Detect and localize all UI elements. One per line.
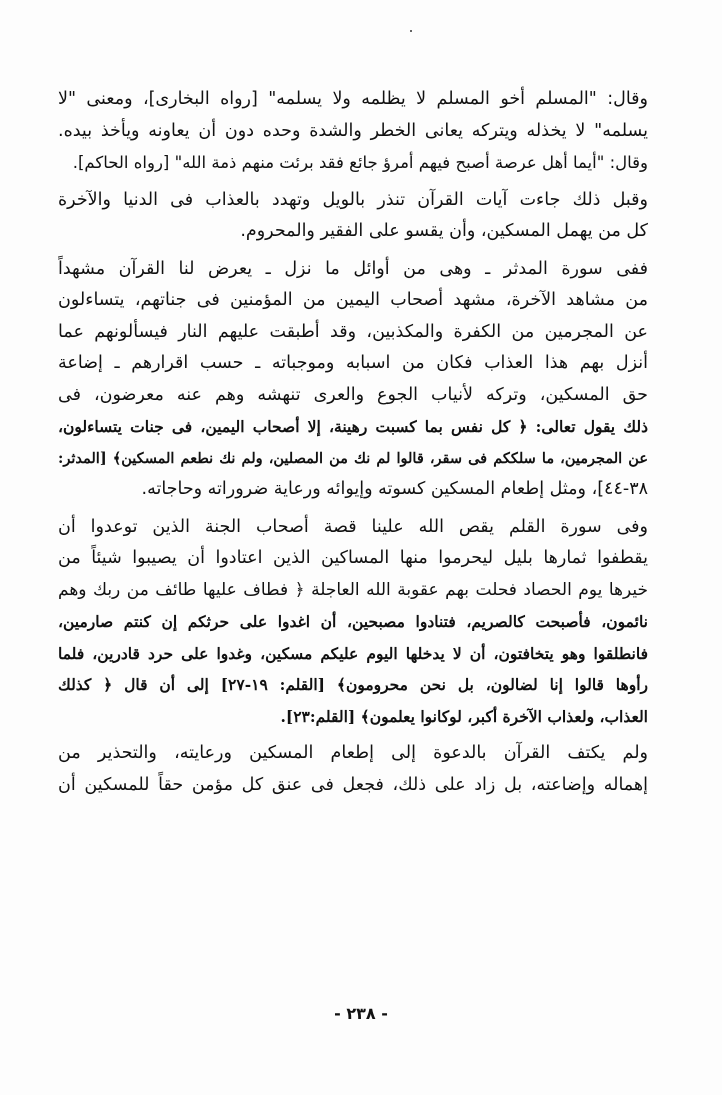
text-line: أنزل بهم هذا العذاب فكان من اسبابه وموجباته ـ حسب اقرارهم ـ إضاعة [58, 353, 648, 373]
body-text [58, 84, 648, 801]
quran-quote-line: عن المجرمين، ما سلككم فى سقر، قالوا لم نك من المصلين، ولم نك نطعم المسكين﴾ [المدثر: [58, 449, 648, 467]
page-number: - ٢٣٨ - [334, 1004, 388, 1023]
quran-quote-line: فانطلقوا وهو يتخافتون، أن لا يدخلها اليوم عليكم مسكين، وغدوا على حرد قادرين، فلما [58, 643, 648, 663]
text-line: وقبل ذلك جاءت آيات القرآن تنذر بالويل وتهدد بالعذاب فى الدنيا والآخرة [58, 189, 648, 210]
paragraph [58, 738, 648, 801]
text-line: إهماله وإضاعته، بل زاد على ذلك، فجعل فى عنق كل مؤمن حقاً للمسكين أن [58, 774, 648, 795]
text-line: يسلمه" لا يخذله ويتركه يعانى الخطر والشدة وحده دون أن يعاونه ويأخذ بيده. [58, 120, 648, 141]
text-line: ففى سورة المدثر ـ وهى من أوائل ما نزل ـ يعرض لنا القرآن مشهداً [58, 258, 648, 279]
paragraph [58, 512, 648, 733]
text-line: وفى سورة القلم يقص الله علينا قصة أصحاب الجنة الذين توعدوا أن [58, 516, 648, 537]
paragraph [58, 254, 648, 506]
text-line: حق المسكين، وتركه لأنياب الجوع والعرى تنهشه وهم عنه معرضون، فى [58, 384, 648, 405]
quran-quote-line: ذلك يقول تعالى: ﴿ كل نفس بما كسبت رهينة، إلا أصحاب اليمين، فى جنات يتساءلون، [58, 417, 648, 436]
paragraph [58, 84, 648, 179]
text-line: ٣٨-٤٤]، ومثل إطعام المسكين كسوته وإيوائه ورعاية ضروراته وحاجاته. [141, 479, 648, 499]
text-line: وقال: "أيما أهل عرصة أصبح فيهم أمرؤ جائع فقد برئت منهم ذمة الله" [رواه الحاكم]. [72, 153, 648, 172]
text-line: من مشاهد الآخرة، مشهد أصحاب اليمين من المؤمنين فى جناتهم، يتساءلون [58, 290, 648, 310]
scan-speck [410, 30, 412, 32]
text-line: خيرها يوم الحصاد فحلت بهم عقوبة الله العاجلة ﴿ فطاف عليها طائف من ربك وهم [58, 579, 648, 600]
text-line: وقال: "المسلم أخو المسلم لا يظلمه ولا يسلمه" [رواه البخارى]، ومعنى "لا [58, 89, 648, 109]
quran-quote-line: العذاب، ولعذاب الآخرة أكبر، لوكانوا يعلمون﴾ [القلم:٢٣]. [280, 706, 648, 726]
paragraph [58, 185, 648, 248]
text-line: كل من يهمل المسكين، وأن يقسو على الفقير والمحروم. [240, 221, 648, 241]
text-line: يقطفوا ثمارها بليل ليحرموا منها المساكين الذين اعتادوا أن يصيبوا شيئاً من [58, 548, 648, 568]
text-line: ولم يكتف القرآن بالدعوة إلى إطعام المسكين ورعايته، والتحذير من [58, 743, 648, 763]
quran-quote-line: رأوها قالوا إنا لضالون، بل نحن محرومون﴾ [القلم: ١٩-٢٧] إلى أن قال ﴿ كذلك [58, 675, 648, 694]
quran-quote-line: نائمون، فأصبحت كالصريم، فتنادوا مصبحين، أن اغدوا على حرثكم إن كنتم صارمين، [58, 612, 648, 631]
text-line: عن المجرمين من الكفرة والمكذبين، وقد أطبقت عليهم النار فيسألونهم عما [58, 321, 648, 342]
